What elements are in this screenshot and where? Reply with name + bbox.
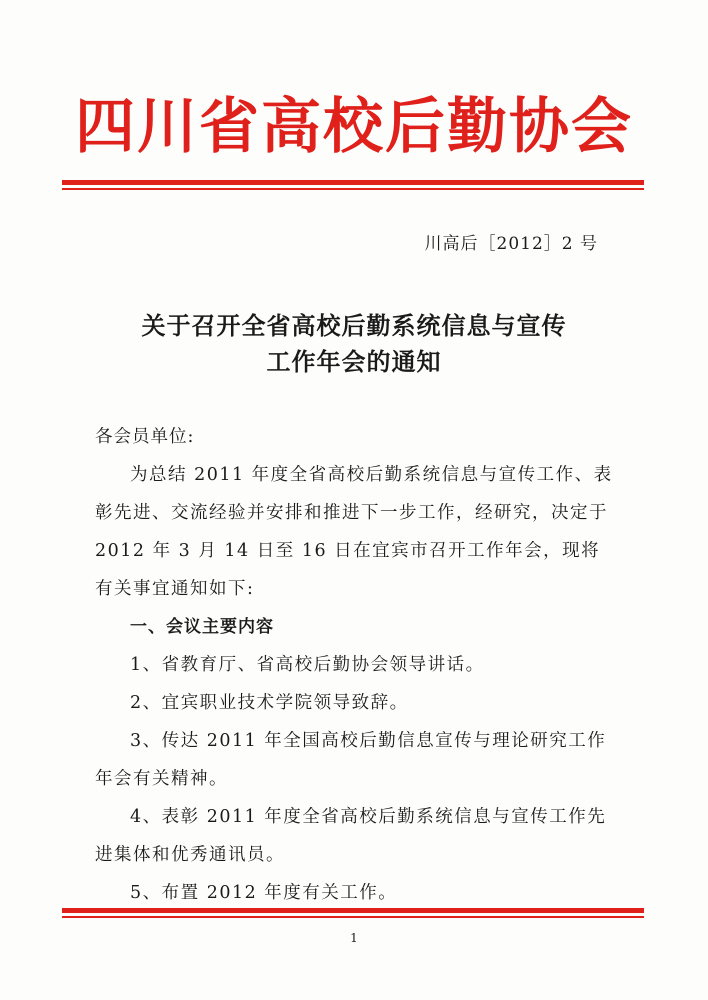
footer-divider (62, 908, 644, 918)
divider-thick-line (62, 908, 644, 913)
document-number: 川高后［2012］2 号 (424, 234, 598, 254)
list-item: 2、宜宾职业技术学院领导致辞。 (130, 693, 409, 713)
document-title (0, 308, 708, 380)
list-item: 5、布置 2012 年度有关工作。 (130, 883, 398, 903)
salutation: 各会员单位: (95, 427, 195, 447)
divider-thin-line (62, 188, 644, 190)
organization-letterhead: 四川省高校后勤协会 (75, 92, 633, 162)
intro-paragraph: 为总结 2011 年度全省高校后勤系统信息与宣传工作、表彰先进、交流经验并安排和推进下一步工作，经研究，决定于 2012 年 3 月 14 日至 16 日在宜宾市召开工作年会，现将有关事宜通知如下: (95, 465, 613, 599)
page-number: 1 (350, 931, 358, 945)
list-item: 4、表彰 2011 年度全省高校后勤系统信息与宣传工作先进集体和优秀通讯员。 (95, 807, 607, 865)
divider-thick-line (62, 180, 644, 185)
section-heading: 一、会议主要内容 (130, 617, 274, 637)
list-item: 3、传达 2011 年全国高校后勤信息宣传与理论研究工作年会有关精神。 (95, 731, 607, 789)
list-item: 1、省教育厅、省高校后勤协会领导讲话。 (130, 655, 485, 675)
document-body (95, 418, 615, 912)
letterhead-divider-top (62, 180, 644, 190)
divider-thin-line (62, 916, 644, 918)
document-title-line-2: 工作年会的通知 (266, 347, 442, 376)
document-title-line-1: 关于召开全省高校后勤系统信息与宣传 (141, 311, 567, 340)
